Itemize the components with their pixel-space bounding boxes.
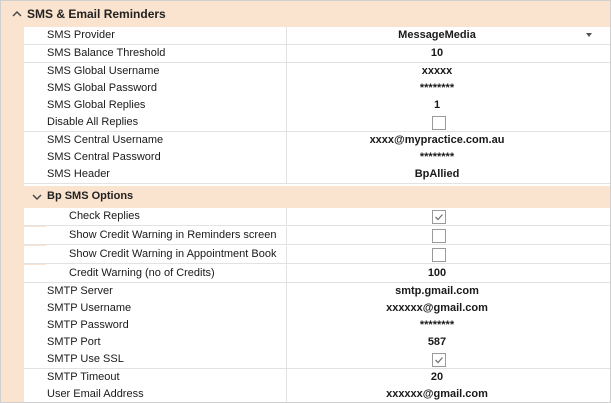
row-label: SMS Balance Threshold [47, 47, 166, 59]
smtp-timeout-field[interactable]: 20 [287, 369, 610, 387]
chevron-up-icon[interactable] [11, 8, 23, 20]
row-label: Show Credit Warning in Appointment Book [69, 248, 277, 260]
row-label: User Email Address [47, 388, 144, 400]
row-label: SMTP Server [47, 285, 113, 297]
row-credit-warning[interactable] [24, 265, 610, 283]
row-sms-global-username[interactable] [24, 63, 610, 81]
row-disable-all-replies[interactable] [24, 114, 610, 132]
row-label: Credit Warning (no of Credits) [69, 267, 215, 279]
disable-all-replies-checkbox[interactable] [432, 116, 446, 130]
row-show-credit-warning-reminders[interactable] [24, 227, 610, 245]
row-label: SMS Global Password [47, 82, 158, 94]
row-sms-global-password[interactable] [24, 80, 610, 98]
row-label: SMS Global Replies [47, 99, 146, 111]
smtp-use-ssl-checkbox[interactable] [432, 353, 446, 367]
row-smtp-use-ssl[interactable] [24, 351, 610, 369]
row-sms-central-password[interactable] [24, 149, 610, 167]
row-smtp-server[interactable] [24, 283, 610, 301]
row-label: SMS Global Username [47, 65, 160, 77]
row-label: SMS Central Username [47, 134, 164, 146]
chevron-down-icon[interactable] [31, 191, 43, 203]
sms-central-password-field[interactable]: ******** [287, 149, 610, 167]
smtp-port-field[interactable]: 587 [287, 334, 610, 352]
row-label: SMS Header [47, 168, 110, 180]
group-title: SMS & Email Reminders [27, 7, 166, 21]
smtp-server-field[interactable]: smtp.gmail.com [287, 283, 610, 301]
smtp-password-field[interactable]: ******** [287, 317, 610, 335]
smtp-username-field[interactable]: xxxxxx@gmail.com [287, 300, 610, 318]
sms-header-field[interactable]: BpAllied [287, 166, 610, 184]
row-sms-global-replies[interactable] [24, 97, 610, 115]
subgroup-header[interactable] [24, 186, 610, 208]
row-show-credit-warning-appointment[interactable] [24, 246, 610, 264]
row-check-replies[interactable] [24, 208, 610, 226]
show-credit-warning-appointment-checkbox[interactable] [432, 248, 446, 262]
row-label: SMS Provider [47, 29, 115, 41]
subgroup-title: Bp SMS Options [47, 190, 134, 202]
row-label: SMTP Use SSL [47, 353, 124, 365]
row-smtp-username[interactable] [24, 300, 610, 318]
sms-global-replies-field[interactable]: 1 [287, 97, 610, 115]
row-smtp-timeout[interactable] [24, 369, 610, 387]
user-email-address-field[interactable]: xxxxxx@gmail.com [287, 386, 610, 403]
row-label: Show Credit Warning in Reminders screen [69, 229, 277, 241]
row-label: Check Replies [69, 210, 140, 222]
row-label: SMTP Password [47, 319, 129, 331]
row-label: SMTP Port [47, 336, 101, 348]
row-user-email-address[interactable] [24, 386, 610, 403]
row-label: SMTP Username [47, 302, 132, 314]
sms-provider-select[interactable]: MessageMedia [287, 27, 610, 45]
row-sms-balance-threshold[interactable] [24, 45, 610, 63]
row-label: SMS Central Password [47, 151, 161, 163]
group-header[interactable] [1, 1, 610, 27]
show-credit-warning-reminders-checkbox[interactable] [432, 229, 446, 243]
sms-central-username-field[interactable]: xxxx@mypractice.com.au [287, 132, 610, 150]
sms-global-password-field[interactable]: ******** [287, 80, 610, 98]
credit-warning-field[interactable]: 100 [287, 265, 610, 283]
row-sms-provider[interactable] [24, 27, 610, 45]
dropdown-arrow-icon[interactable] [586, 33, 592, 37]
row-smtp-password[interactable] [24, 317, 610, 335]
row-sms-header[interactable] [24, 166, 610, 184]
row-smtp-port[interactable] [24, 334, 610, 352]
row-sms-central-username[interactable] [24, 132, 610, 150]
sms-balance-threshold-field[interactable]: 10 [287, 45, 610, 63]
row-label: SMTP Timeout [47, 371, 120, 383]
checkmark-icon [434, 212, 444, 222]
row-label: Disable All Replies [47, 116, 139, 128]
sms-global-username-field[interactable]: xxxxx [287, 63, 610, 81]
group-gutter [1, 27, 24, 402]
checkmark-icon [434, 355, 444, 365]
check-replies-checkbox[interactable] [432, 210, 446, 224]
